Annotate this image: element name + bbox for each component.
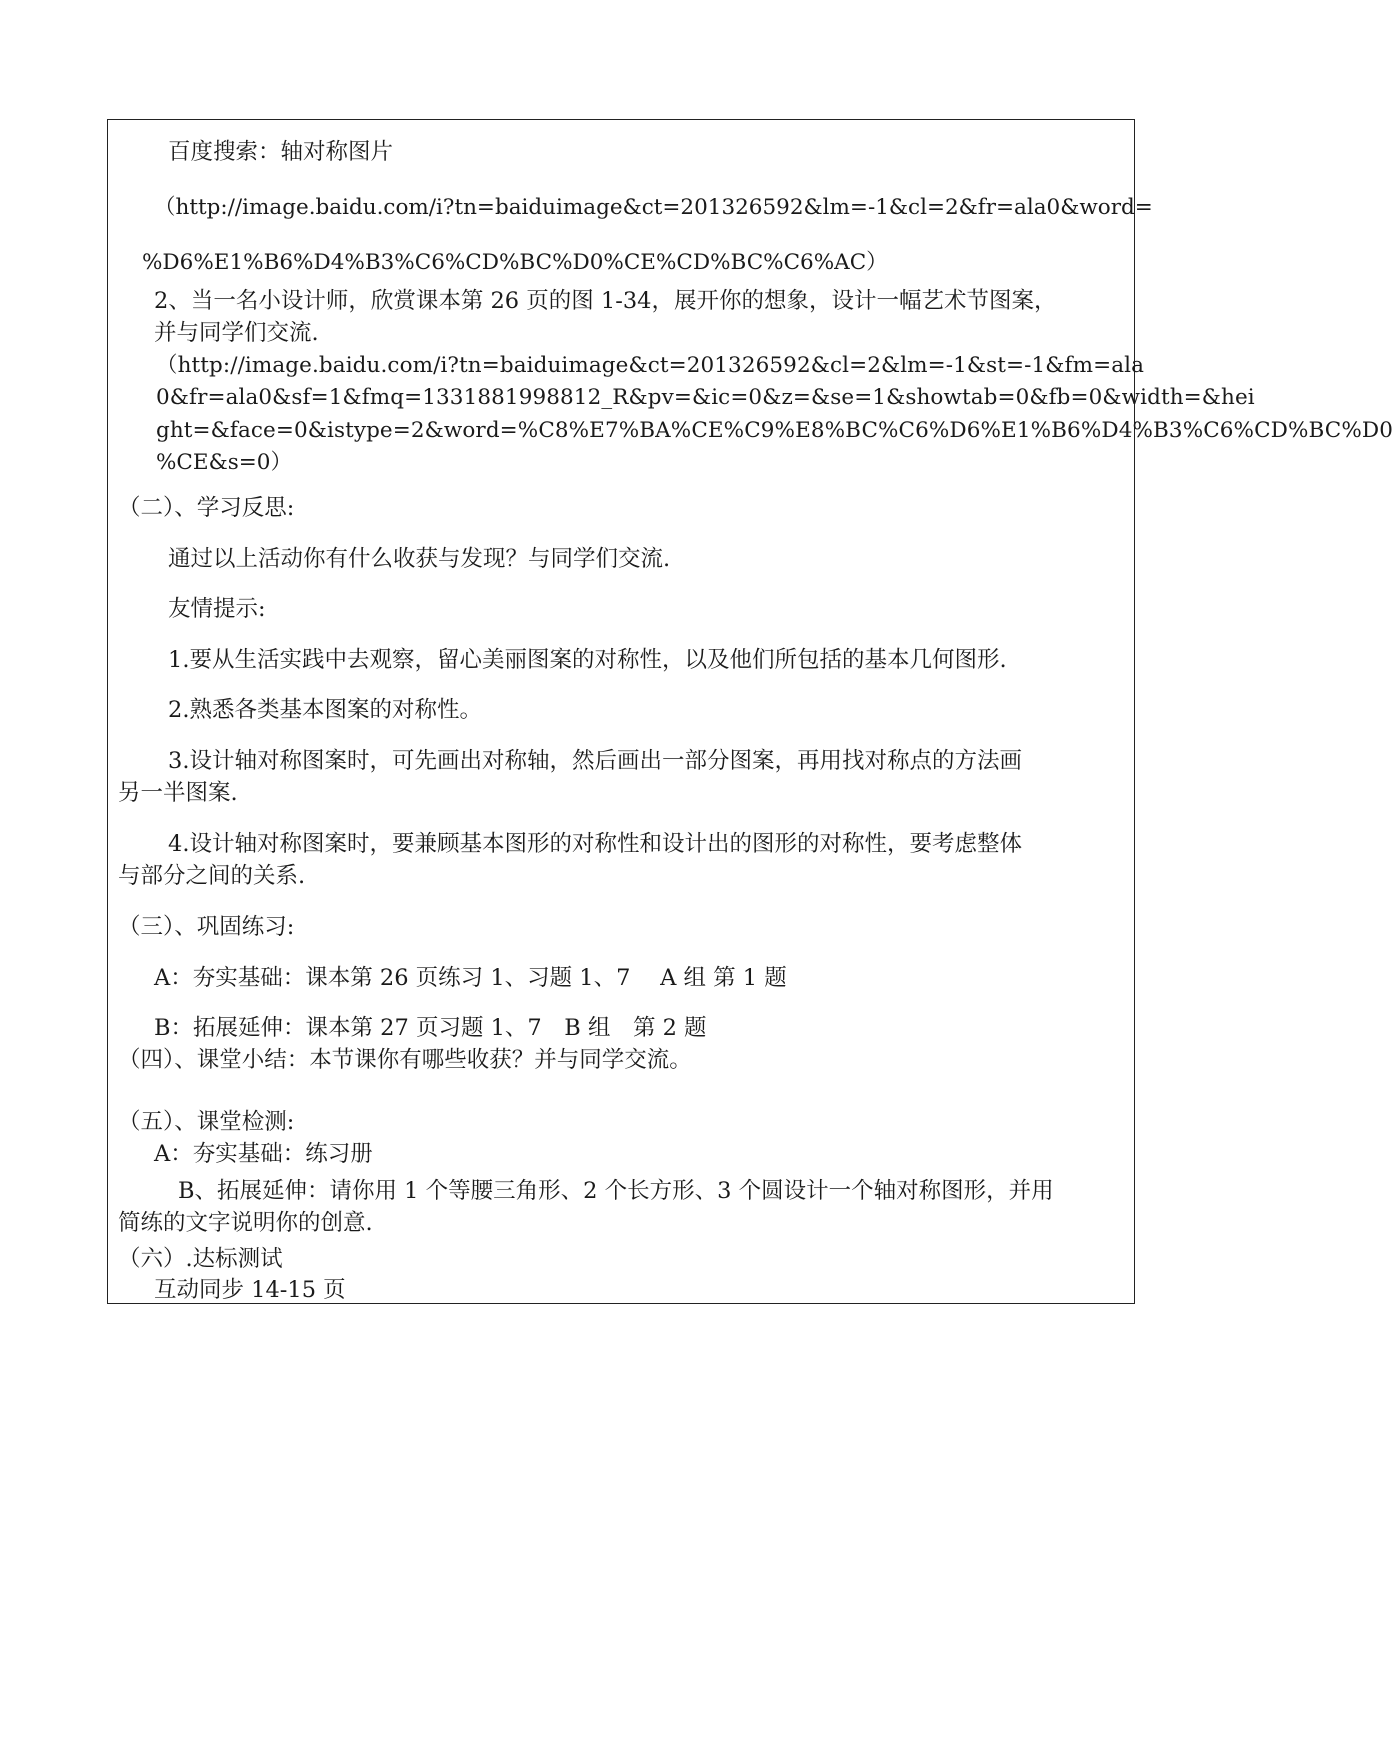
url-2-line-1: （http://image.baidu.com/i?tn=baiduimage&ct=201326592&cl=2&lm=-1&st=-1&fm=ala <box>156 353 1145 378</box>
url-2-line-3: ght=&face=0&istype=2&word=%C8%E7%BA%CE%C9%E8%BC%C6%D6%E1%B6%D4%B3%C6%CD%BC%D0 <box>156 418 1393 443</box>
url-1-line-2: %D6%E1%B6%D4%B3%C6%CD%BC%D0%CE%CD%BC%C6%AC） <box>142 250 888 275</box>
lesson-content-box <box>107 119 1393 1304</box>
section-heading-reflection: （二）、学习反思: <box>118 495 295 521</box>
tip-4-line-1: 4.设计轴对称图案时，要兼顾基本图形的对称性和设计出的图形的对称性，要考虑整体 <box>168 831 1022 857</box>
tip-3-line-1: 3.设计轴对称图案时，可先画出对称轴，然后画出一部分图案，再用找对称点的方法画 <box>168 748 1022 774</box>
check-b-line-1: B、拓展延伸：请你用 1 个等腰三角形、2 个长方形、3 个圆设计一个轴对称图形，并用 <box>178 1178 1054 1204</box>
section-heading-summary: （四）、课堂小结：本节课你有哪些收获？并与同学交流。 <box>118 1047 692 1073</box>
url-2-line-2: 0&fr=ala0&sf=1&fmq=1331881998812_R&pv=&ic=0&z=&se=1&showtab=0&fb=0&width=&hei <box>156 385 1255 410</box>
practice-b: B：拓展延伸：课本第 27 页习题 1、7 B 组 第 2 题 <box>154 1015 707 1041</box>
section-heading-check: （五）、课堂检测: <box>118 1109 295 1135</box>
tip-4-line-2: 与部分之间的关系. <box>118 863 306 889</box>
practice-a: A：夯实基础：课本第 26 页练习 1、习题 1、7 A 组 第 1 题 <box>154 965 787 991</box>
section-heading-practice: （三）、巩固练习: <box>118 914 295 940</box>
tip-2: 2.熟悉各类基本图案的对称性。 <box>168 697 482 723</box>
check-a: A：夯实基础：练习册 <box>154 1141 373 1167</box>
task-2-line-1: 2、当一名小设计师，欣赏课本第 26 页的图 1-34，展开你的想象，设计一幅艺术节图案， <box>154 288 1057 314</box>
reflection-question: 通过以上活动你有什么收获与发现？与同学们交流. <box>168 546 671 572</box>
search-hint-line: 百度搜索：轴对称图片 <box>168 139 394 165</box>
check-b-line-2: 简练的文字说明你的创意. <box>118 1210 373 1236</box>
tip-1: 1.要从生活实践中去观察，留心美丽图案的对称性，以及他们所包括的基本几何图形. <box>168 647 1007 673</box>
url-1-line-1: （http://image.baidu.com/i?tn=baiduimage&ct=201326592&lm=-1&cl=2&fr=ala0&word= <box>154 195 1153 220</box>
task-2-line-2: 并与同学们交流. <box>154 320 319 346</box>
url-2-line-4: %CE&s=0） <box>156 450 292 475</box>
section-heading-test: （六）.达标测试 <box>118 1246 283 1272</box>
test-pages: 互动同步 14-15 页 <box>154 1277 346 1303</box>
tip-3-line-2: 另一半图案. <box>118 780 238 806</box>
tips-heading: 友情提示: <box>168 596 266 622</box>
